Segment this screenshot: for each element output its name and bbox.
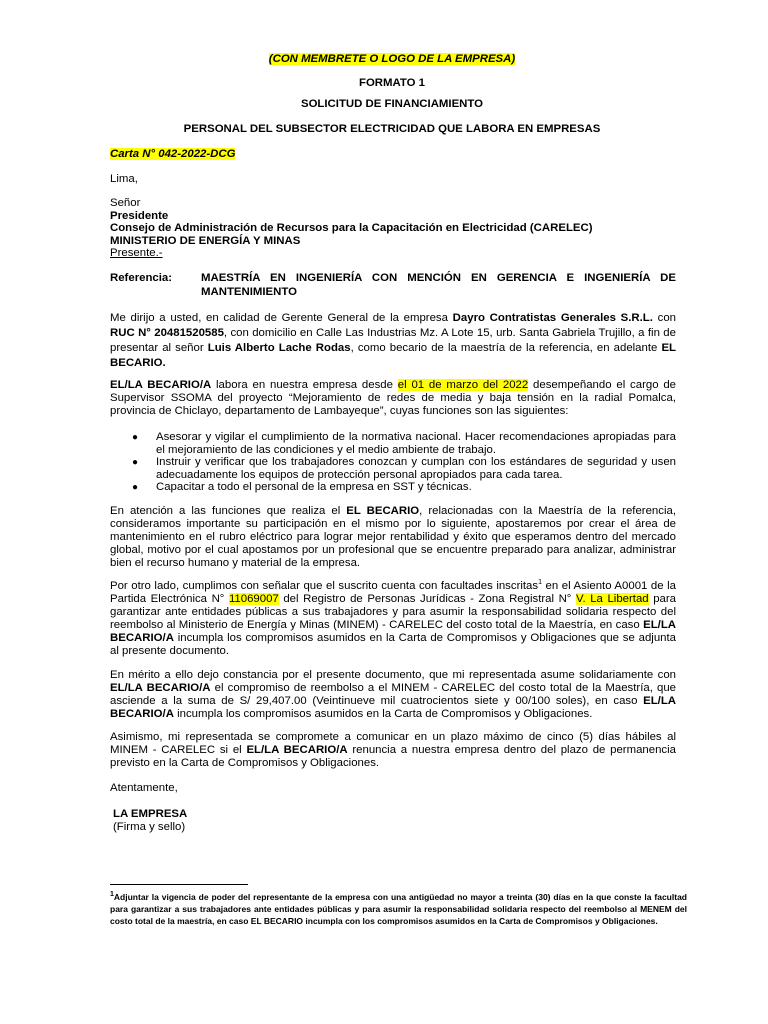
addressee-ministry: MINISTERIO DE ENERGÍA Y MINAS [110, 235, 301, 247]
bullet-icon: ● [132, 432, 139, 443]
signature-company: LA EMPRESA [113, 808, 188, 820]
letterhead-placeholder: (CON MEMBRETE O LOGO DE LA EMPRESA) [268, 53, 516, 65]
paragraph-justification: En atención a las funciones que realiza el EL BECARIO, relacionadas con la Maestría de la referencia, consideramos importante su participación en el mismo por lo siguiente, apostaremos por crear el área de mantenimiento en el rubro eléctrico para lograr mejor rentabilidad y éxito que esperamos dentro del mercado global, motivo por el cual apostamos por un profesional que se encuentre preparado para analizar, administrar bien el recurso humano y material de la empresa. [110, 505, 676, 569]
paragraph-reimbursement: En mérito a ello dejo constancia por el presente documento, que mi representada asume solidariamente con EL/LA BECARIO/A el compromiso de reembolso a el MINEM - CARELEC del costo total de la Maestría, que asciende a la suma de S/ 29,407.00 (Veintinueve mil cuatrocientos siete y 00/100 soles), en caso EL/LA BECARIO/A incumpla los compromisos asumidos en la Carta de Compromisos y Obligaciones. [110, 669, 677, 720]
reference-label: Referencia: [110, 272, 173, 284]
signature-note: (Firma y sello) [113, 821, 186, 833]
document-title: SOLICITUD DE FINANCIAMIENTO [300, 98, 484, 110]
reference-line-2: MANTENIMIENTO [201, 286, 297, 298]
document-subtitle: PERSONAL DEL SUBSECTOR ELECTRICIDAD QUE LABORA EN EMPRESAS [183, 123, 601, 135]
addressee-organization: Consejo de Administración de Recursos para la Capacitación en Electricidad (CARELEC) [110, 222, 593, 234]
letter-number: Carta N° 042-2022-DCG [110, 148, 236, 160]
paragraph-notification: Asimismo, mi representada se compromete a comunicar en un plazo máximo de cinco (5) días hábiles al MINEM - CARELEC si el EL/LA BECARIO/A renuncia a nuestra empresa dentro del plazo de permanencia previsto en la Carta de Compromisos y Obligaciones. [110, 731, 676, 769]
footnote: $^1$Adjuntar la vigencia de poder del representante de la empresa con una antigüedad no mayor a treinta (30) días en la que conste la facultad para garantizar a sus trabajadores ante entidades públicas y para asumir la responsabilidad solidaria respecto del reembolso al MENEM del costo total de la maestría, en caso EL BECARIO incumpla con los compromisos asumidos en la Carta de Compromisos y Obligaciones. [110, 891, 687, 926]
paragraph-position: EL/LA BECARIO/A labora en nuestra empresa desde el 01 de marzo del 2022 desempeñando el cargo de Supervisor SSOMA del proyecto “Mejoramiento de redes de media y baja tensión en la radial Pomalca, provincia de Chiclayo, departamento de Lambayeque”, cuyas funciones son las siguientes: [110, 379, 677, 417]
closing: Atentamente, [110, 782, 178, 794]
footnote-divider [110, 884, 248, 885]
city-date: Lima, [110, 173, 138, 185]
addressee-role: Presidente [110, 210, 169, 222]
bullet-icon: ● [132, 457, 139, 468]
reference-line-1: MAESTRÍA EN INGENIERÍA CON MENCIÓN EN GERENCIA E INGENIERÍA DE [201, 272, 676, 284]
bullet-icon: ● [132, 482, 139, 493]
presente-line: Presente.- [110, 247, 163, 259]
salutation: Señor [110, 197, 141, 209]
paragraph-introduction: Me dirijo a usted, en calidad de Gerente General de la empresa Dayro Contratistas Generales S.R.L. con RUC N° 20481520585, con domicilio en Calle Las Industrias Mz. A Lote 15, urb. Santa Gabriela Trujillo, a fin de presentar al señor Luis Alberto Lache Rodas, como becario de la maestría de la referencia, en adelante EL BECARIO. [110, 312, 676, 369]
format-heading: FORMATO 1 [358, 77, 426, 89]
paragraph-faculties: Por otro lado, cumplimos con señalar que el suscrito cuenta con facultades inscritas$^1$ en el Asiento A0001 de la Partida Electrónica N° 11069007 del Registro de Personas Jurídicas - Zona Registral N° V. La Libertad para garantizar ante entidades públicas a sus trabajadores y para asumir la responsabilidad solidaria respecto del reembolso al Ministerio de Energía y Minas (MINEM) - CARELEC del costo total de la Maestría, en caso EL/LA BECARIO/A incumpla los compromisos asumidos en la Carta de Compromisos y Obligaciones que se adjunta al presente documento. [110, 579, 676, 657]
letter-page: (CON MEMBRETE O LOGO DE LA EMPRESA) FORMATO 1 SOLICITUD DE FINANCIAMIENTO PERSONAL DEL SUBSECTOR ELECTRICIDAD QUE LABORA EN EMPRESAS Carta N° 042-2022-DCG Lima, Señor Presidente Consejo de Administración de Recursos para la Capacitación en Electricidad (CARELEC) MINISTERIO DE ENERGÍA Y MINAS Presente.- Referencia: MAESTRÍA EN INGENIERÍA CON MENCIÓN EN GERENCIA E INGENIERÍA DE MANTENIMIENTO Me dirijo a usted, en calidad de Gerente General de la empresa Dayro Contratistas Generales S.R.L. con RUC N° 20481520585, con domicilio en Calle Las Industrias Mz. A Lote 15, urb. Santa Gabriela Trujillo, a fin de presentar al señor Luis Alberto Lache Rodas, como becario de la maestría de la referencia, en adelante EL BECARIO. EL/LA BECARIO/A labora en nuestra empresa desde el 01 de marzo del 2022 desempeñando el cargo de Supervisor SSOMA del proyecto “Mejoramiento de redes de media y baja tensión en la radial Pomalca, provincia de Chiclayo, departamento de Lambayeque”, cuyas funciones son las siguientes: ● Asesorar y vigilar el cumplimiento de la normativa nacional. Hacer recomendaciones apropiadas para el mejoramiento de las condiciones y el medio ambiente de trabajo. ● Instruir y verificar que los trabajadores conozcan y cumplan con los estándares de seguridad y usen adecuadamente los equipos de protección personal apropiados para cada tarea. ● Capacitar a todo el personal de la empresa en SST y técnicas. En atención a las funciones que realiza el EL BECARIO, relacionadas con la Maestría de la referencia, consideramos importante su participación en el mismo por lo siguiente, apostaremos por crear el área de mantenimiento en el rubro eléctrico para lograr mejor rentabilidad y éxito que esperamos dentro del mercado global, motivo por el cual apostamos por un profesional que se encuentre preparado para analizar, administrar bien el recurso humano y material de la empresa. Por otro lado, cumplimos con señalar que el suscrito cuenta con facultades inscritas$^1$ en el Asiento A0001 de la Partida Electrónica N° 11069007 del Registro de Personas Jurídicas - Zona Registral N° V. La Libertad para garantizar ante entidades públicas a sus trabajadores y para asumir la responsabilidad solidaria respecto del reembolso al Ministerio de Energía y Minas (MINEM) - CARELEC del costo total de la Maestría, en caso EL/LA BECARIO/A incumpla los compromisos asumidos en la Carta de Compromisos y Obligaciones que se adjunta al presente documento. En mérito a ello dejo constancia por el presente documento, que mi representada asume solidariamente con EL/LA BECARIO/A el compromiso de reembolso a el MINEM - CARELEC del costo total de la Maestría, que asciende a la suma de S/ 29,407.00 (Veintinueve mil cuatrocientos siete y 00/100 soles), en caso EL/LA BECARIO/A incumpla los compromisos asumidos en la Carta de Compromisos y Obligaciones. Asimismo, mi representada se compromete a comunicar en un plazo máximo de cinco (5) días hábiles al MINEM - CARELEC si el EL/LA BECARIO/A renuncia a nuestra empresa dentro del plazo de permanencia previsto en la Carta de Compromisos y Obligaciones. Atentamente, LA EMPRESA (Firma y sello) $^1$Adjuntar la vigencia de poder del representante de la empresa con una antigüedad no mayor a treinta (30) días en la que conste la facultad para garantizar a sus trabajadores ante entidades públicas y para asumir la responsabilidad solidaria respecto del reembolso al MENEM del costo total de la maestría, en caso EL BECARIO incumpla con los compromisos asumidos en la Carta de Compromisos y Obligaciones. [110, 53, 687, 926]
